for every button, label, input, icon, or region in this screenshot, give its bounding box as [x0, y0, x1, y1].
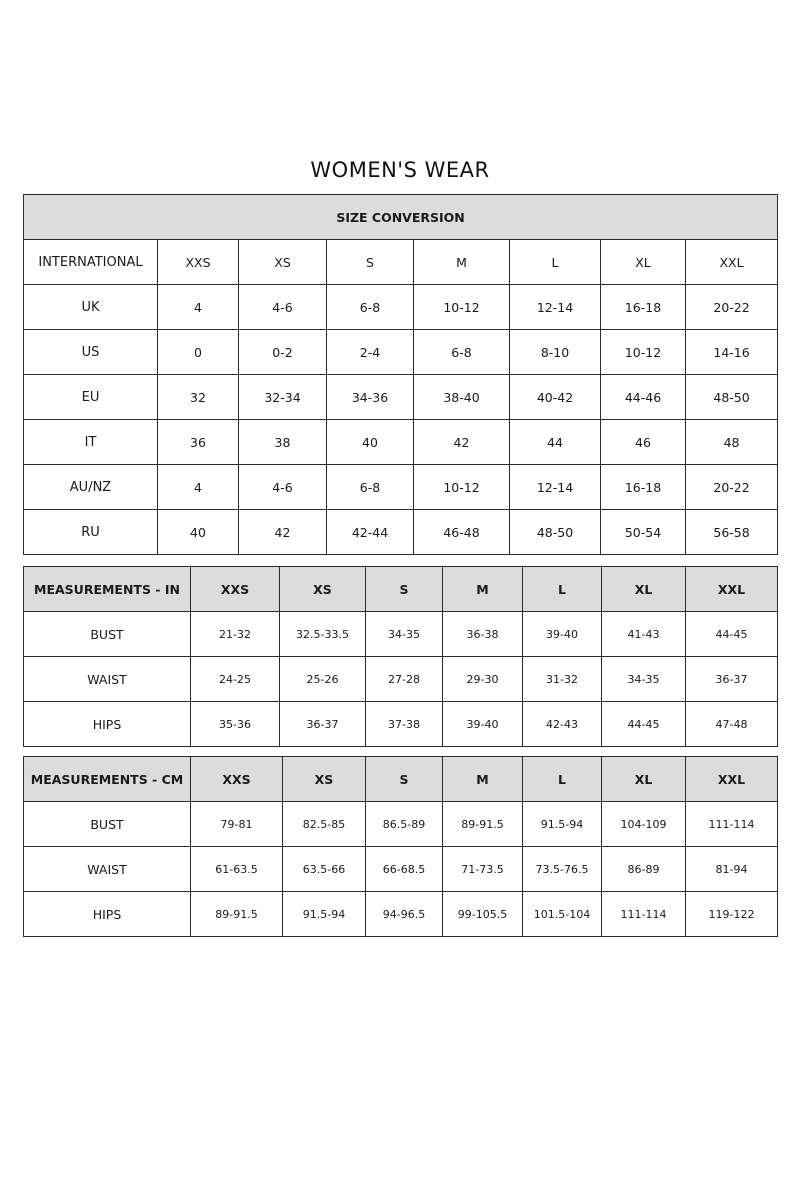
table-cell: 2-4 [327, 330, 414, 375]
size-header: XXS [191, 757, 283, 802]
table-row [24, 375, 778, 420]
size-conversion-heading: SIZE CONVERSION [24, 195, 778, 240]
table-cell: 32.5-33.5 [280, 612, 366, 657]
row-label: US [24, 330, 158, 375]
table-header-row [24, 757, 778, 802]
table-cell: 111-114 [686, 802, 778, 847]
table-cell: 101.5-104 [523, 892, 602, 937]
table-cell: 14-16 [686, 330, 778, 375]
table-cell: 48-50 [510, 510, 601, 555]
size-header: S [366, 757, 443, 802]
table-cell: 81-94 [686, 847, 778, 892]
table-row [24, 702, 778, 747]
table-row [24, 285, 778, 330]
row-label: HIPS [24, 892, 191, 937]
table-cell: 86.5-89 [366, 802, 443, 847]
table-cell: 38 [239, 420, 327, 465]
table-row [24, 330, 778, 375]
table-cell: 6-8 [327, 465, 414, 510]
table-row [24, 847, 778, 892]
table-cell: 4-6 [239, 285, 327, 330]
table-cell: 56-58 [686, 510, 778, 555]
table-cell: 44 [510, 420, 601, 465]
size-header: M [443, 567, 523, 612]
table-cell: 36-37 [686, 657, 778, 702]
row-label: HIPS [24, 702, 191, 747]
table-cell: 34-35 [602, 657, 686, 702]
table-cell: 27-28 [366, 657, 443, 702]
row-label: EU [24, 375, 158, 420]
size-header: L [510, 240, 601, 285]
table-cell: 50-54 [601, 510, 686, 555]
table-header-row [24, 567, 778, 612]
table-cell: 47-48 [686, 702, 778, 747]
table-cell: 91.5-94 [523, 802, 602, 847]
table-cell: 79-81 [191, 802, 283, 847]
table-cell: 63.5-66 [283, 847, 366, 892]
table-cell: 16-18 [601, 285, 686, 330]
row-label: RU [24, 510, 158, 555]
table-cell: 39-40 [443, 702, 523, 747]
table-cell: 38-40 [414, 375, 510, 420]
table-cell: 40 [158, 510, 239, 555]
table-cell: 21-32 [191, 612, 280, 657]
table-cell: 24-25 [191, 657, 280, 702]
table-cell: 86-89 [602, 847, 686, 892]
table-cell: 10-12 [601, 330, 686, 375]
table-cell: 32-34 [239, 375, 327, 420]
table-cell: 8-10 [510, 330, 601, 375]
row-label: AU/NZ [24, 465, 158, 510]
table-cell: 44-45 [686, 612, 778, 657]
measurements-in-heading: MEASUREMENTS - IN [24, 567, 191, 612]
row-label: BUST [24, 802, 191, 847]
table-cell: 99-105.5 [443, 892, 523, 937]
size-header: XXS [158, 240, 239, 285]
table-cell: 34-35 [366, 612, 443, 657]
size-header: S [327, 240, 414, 285]
table-row [24, 892, 778, 937]
size-header: XS [283, 757, 366, 802]
table-row [24, 657, 778, 702]
table-row [24, 240, 778, 285]
size-header: XL [601, 240, 686, 285]
size-header: XS [280, 567, 366, 612]
table-cell: 35-36 [191, 702, 280, 747]
row-label: BUST [24, 612, 191, 657]
table-cell: 6-8 [414, 330, 510, 375]
row-label: UK [24, 285, 158, 330]
table-cell: 42 [414, 420, 510, 465]
table-cell: 25-26 [280, 657, 366, 702]
table-cell: 6-8 [327, 285, 414, 330]
table-cell: 29-30 [443, 657, 523, 702]
table-row [24, 510, 778, 555]
table-cell: 31-32 [523, 657, 602, 702]
table-cell: 36 [158, 420, 239, 465]
table-cell: 42 [239, 510, 327, 555]
table-cell: 34-36 [327, 375, 414, 420]
table-cell: 104-109 [602, 802, 686, 847]
size-header: S [366, 567, 443, 612]
table-cell: 41-43 [602, 612, 686, 657]
international-label: INTERNATIONAL [24, 240, 158, 285]
table-cell: 119-122 [686, 892, 778, 937]
table-cell: 82.5-85 [283, 802, 366, 847]
table-row [24, 612, 778, 657]
size-header: XL [602, 757, 686, 802]
table-cell: 111-114 [602, 892, 686, 937]
table-cell: 89-91.5 [443, 802, 523, 847]
row-label: WAIST [24, 657, 191, 702]
table-cell: 20-22 [686, 285, 778, 330]
table-cell: 12-14 [510, 285, 601, 330]
measurements-in-table [23, 566, 778, 747]
table-cell: 44-45 [602, 702, 686, 747]
size-header: XS [239, 240, 327, 285]
table-cell: 12-14 [510, 465, 601, 510]
table-cell: 0-2 [239, 330, 327, 375]
table-cell: 36-37 [280, 702, 366, 747]
table-cell: 48-50 [686, 375, 778, 420]
table-cell: 42-44 [327, 510, 414, 555]
size-header: M [443, 757, 523, 802]
table-cell: 73.5-76.5 [523, 847, 602, 892]
table-cell: 4-6 [239, 465, 327, 510]
table-cell: 44-46 [601, 375, 686, 420]
size-header: XXS [191, 567, 280, 612]
table-cell: 16-18 [601, 465, 686, 510]
table-cell: 4 [158, 465, 239, 510]
table-cell: 37-38 [366, 702, 443, 747]
table-cell: 10-12 [414, 465, 510, 510]
table-cell: 94-96.5 [366, 892, 443, 937]
measurements-cm-heading: MEASUREMENTS - CM [24, 757, 191, 802]
table-cell: 36-38 [443, 612, 523, 657]
table-cell: 40 [327, 420, 414, 465]
table-row [24, 802, 778, 847]
table-cell: 32 [158, 375, 239, 420]
size-conversion-table [23, 194, 778, 555]
size-header: XXL [686, 757, 778, 802]
table-row [24, 420, 778, 465]
size-header: XXL [686, 567, 778, 612]
size-header: M [414, 240, 510, 285]
table-cell: 48 [686, 420, 778, 465]
table-cell: 91.5-94 [283, 892, 366, 937]
size-header: L [523, 567, 602, 612]
table-cell: 40-42 [510, 375, 601, 420]
table-cell: 20-22 [686, 465, 778, 510]
table-cell: 89-91.5 [191, 892, 283, 937]
table-cell: 66-68.5 [366, 847, 443, 892]
table-cell: 0 [158, 330, 239, 375]
page-title: WOMEN'S WEAR [310, 158, 490, 182]
size-header: XL [602, 567, 686, 612]
table-cell: 46-48 [414, 510, 510, 555]
table-cell: 10-12 [414, 285, 510, 330]
size-header: L [523, 757, 602, 802]
table-cell: 39-40 [523, 612, 602, 657]
row-label: IT [24, 420, 158, 465]
table-cell: 61-63.5 [191, 847, 283, 892]
size-header: XXL [686, 240, 778, 285]
table-cell: 42-43 [523, 702, 602, 747]
table-cell: 71-73.5 [443, 847, 523, 892]
table-row [24, 465, 778, 510]
row-label: WAIST [24, 847, 191, 892]
table-cell: 4 [158, 285, 239, 330]
table-cell: 46 [601, 420, 686, 465]
measurements-cm-table [23, 756, 778, 937]
